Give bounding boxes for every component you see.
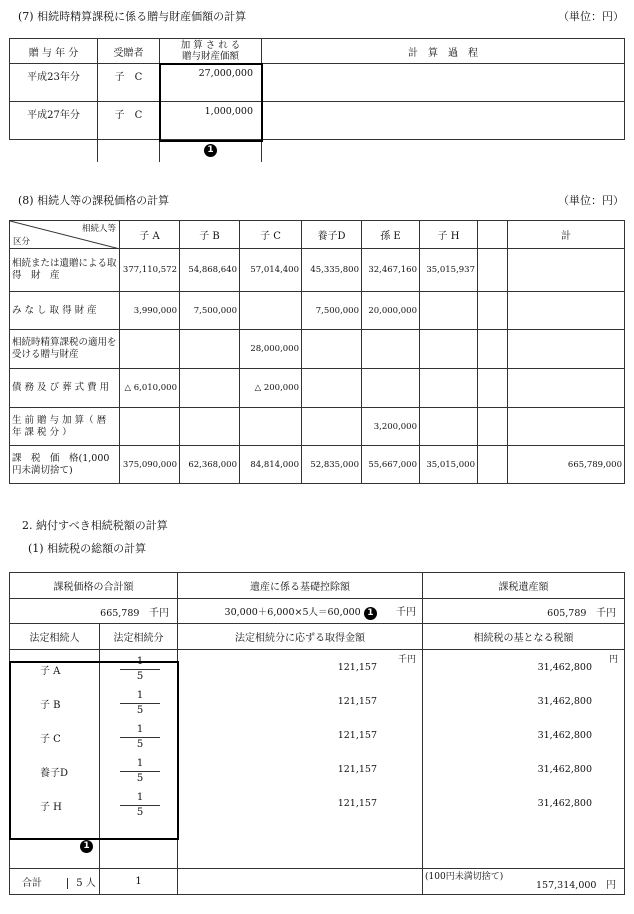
sec8-cell: [478, 408, 508, 446]
sec8-cell: [362, 330, 420, 369]
heir-share-fraction: $\frac{1}{5}$: [120, 655, 160, 684]
sec8-row: [10, 292, 625, 330]
sec8-cell: 35,015,937: [420, 249, 478, 292]
sec7-row1-value: 1,000,000: [160, 102, 262, 140]
sec8-cell: 7,500,000: [180, 292, 240, 330]
heir-amount: 121,157: [337, 798, 377, 809]
heir-share-fraction: $\frac{1}{5}$: [120, 791, 160, 820]
sec8-cell: △ 200,000: [240, 369, 302, 408]
sec8-row: [10, 408, 625, 446]
sec8-col-total: 計: [508, 221, 625, 249]
sec2-total-share: 1: [100, 869, 178, 895]
sec7-row1-recipient: 子 C: [98, 102, 160, 140]
sec8-col-c: 子 C: [240, 221, 302, 249]
sec7-head-year: 贈 与 年 分: [10, 39, 98, 64]
sec2-heirs-amounts: 千円 121,157 121,157 121,157 121,157 121,157: [178, 650, 423, 869]
sec8-cell: 57,014,400: [240, 249, 302, 292]
heir-name: 子 A: [40, 666, 61, 677]
sec8-cell: [362, 369, 420, 408]
sec8-cell: 54,868,640: [180, 249, 240, 292]
sec8-cell: 665,789,000: [508, 446, 625, 484]
heir-tax: 31,462,800: [537, 764, 592, 775]
sec8-col-blank: [478, 221, 508, 249]
sec2-subtitle: (1) 相続税の総額の計算: [28, 542, 147, 555]
sec8-cell: 32,467,160: [362, 249, 420, 292]
sec2-head-total: 課税価格の合計額: [10, 573, 178, 599]
sec8-cell: [478, 292, 508, 330]
sec8-cell: [508, 369, 625, 408]
heir-tax: 31,462,800: [537, 696, 592, 707]
sec8-corner: 相続人等 区分: [10, 221, 120, 249]
sec7-marker-cell: [160, 140, 262, 162]
sec8-cell: 62,368,000: [180, 446, 240, 484]
sec8-row-label: 課 税 価 格(1,000円未満切捨て): [10, 446, 120, 484]
sec8-cell: [478, 249, 508, 292]
sec8-col-a: 子 A: [120, 221, 180, 249]
sec8-row-label: み な し 取 得 財 産: [10, 292, 120, 330]
sec8-cell: 3,990,000: [120, 292, 180, 330]
heir-amount: 121,157: [337, 730, 377, 741]
sec7-head-value: 加 算 さ れ る 贈与財産価額: [160, 39, 262, 64]
sec8-cell: [120, 330, 180, 369]
sec2-heirs-taxes: 円 31,462,800 31,462,800 31,462,800 31,462,800 31,462,800: [423, 650, 625, 869]
sec8-cell: [302, 369, 362, 408]
sec8-row: [10, 330, 625, 369]
sec7-row1-process: [262, 102, 625, 140]
sec2-head-amount: 法定相続分に応ずる取得金額: [178, 624, 423, 650]
sec2-head-share: 法定相続分: [100, 624, 178, 650]
sec2-head-heir: 法定相続人: [10, 624, 100, 650]
sec7-row0-value: 27,000,000: [160, 64, 262, 102]
heir-name: 子 C: [40, 734, 61, 745]
sec8-cell: 3,200,000: [362, 408, 420, 446]
sec8-cell: [120, 408, 180, 446]
heir-name: 子 B: [40, 700, 61, 711]
heir-tax: 31,462,800: [537, 662, 592, 673]
sec2-heirs-shares: [100, 650, 178, 869]
sec8-cell: [240, 408, 302, 446]
sec8-cell: [180, 408, 240, 446]
sec8-cell: 35,015,000: [420, 446, 478, 484]
sec2-head-basis: 相続税の基となる税額: [423, 624, 625, 650]
heir-share-fraction: $\frac{1}{5}$: [120, 723, 160, 752]
sec8-col-b: 子 B: [180, 221, 240, 249]
heir-name: 子 H: [40, 802, 62, 813]
sec2-val-deduction: 30,000＋6,000×5人＝60,000 1 千円: [178, 599, 423, 624]
heir-name: 養子D: [40, 768, 69, 779]
marker-1-icon: 1: [364, 607, 377, 620]
sec2-val-total: 665,789 千円: [10, 599, 178, 624]
sec8-cell: [508, 249, 625, 292]
sec8-row: [10, 249, 625, 292]
heir-amount: 121,157: [337, 662, 377, 673]
sec2-total-tax: (100円未満切捨て) 157,314,000 円: [423, 869, 625, 895]
sec8-row-label: 債 務 及 び 葬 式 費 用: [10, 369, 120, 408]
sec8-cell: [478, 330, 508, 369]
sec8-cell: [508, 292, 625, 330]
sec8-cell: [180, 330, 240, 369]
sec8-cell: [420, 369, 478, 408]
sec2-title: 2. 納付すべき相続税額の計算: [22, 519, 168, 532]
sec8-row-label: 相続時精算課税の適用を受ける贈与財産: [10, 330, 120, 369]
sec7-row0-recipient: 子 C: [98, 64, 160, 102]
sec2-val-taxable: 605,789 千円: [423, 599, 625, 624]
sec7-unit: （単位：円）: [558, 10, 624, 23]
sec8-title: (8) 相続人等の課税価格の計算: [18, 194, 170, 207]
sec8-cell: 84,814,000: [240, 446, 302, 484]
sec8-table: [9, 220, 625, 484]
sec7-row0-year: 平成23年分: [10, 64, 98, 102]
sec8-cell: 28,000,000: [240, 330, 302, 369]
sec2-total-amount: [178, 869, 423, 895]
sec8-cell: [180, 369, 240, 408]
sec8-row-label: 相続または遺贈による取 得 財 産: [10, 249, 120, 292]
heir-tax: 31,462,800: [537, 798, 592, 809]
sec8-cell: [420, 408, 478, 446]
sec8-col-e: 孫 E: [362, 221, 420, 249]
sec7-title: (7) 相続時精算課税に係る贈与財産価額の計算: [18, 10, 247, 23]
sec8-cell: 45,335,800: [302, 249, 362, 292]
sec2-total-heir: 合計 5 人: [10, 869, 100, 895]
sec8-cell: [302, 330, 362, 369]
marker-1-icon: 1: [204, 144, 217, 157]
sec7-head-recipient: 受贈者: [98, 39, 160, 64]
sec7-row1-year: 平成27年分: [10, 102, 98, 140]
sec8-cell: 7,500,000: [302, 292, 362, 330]
sec7-head-process: 計 算 過 程: [262, 39, 625, 64]
sec8-row-label: 生 前 贈 与 加 算（ 暦 年 課 税 分 ）: [10, 408, 120, 446]
sec8-unit: （単位：円）: [558, 194, 624, 207]
sec8-cell: [478, 446, 508, 484]
sec2-heirs-names: [10, 650, 100, 869]
heir-amount: 121,157: [337, 764, 377, 775]
sec2-head-taxable: 課税遺産額: [423, 573, 625, 599]
sec2-table: [9, 572, 625, 895]
heir-tax: 31,462,800: [537, 730, 592, 741]
sec8-cell: 52,835,000: [302, 446, 362, 484]
sec8-cell: [420, 292, 478, 330]
sec8-cell: 55,667,000: [362, 446, 420, 484]
sec8-cell: [420, 330, 478, 369]
sec8-cell: 20,000,000: [362, 292, 420, 330]
sec8-cell: 377,110,572: [120, 249, 180, 292]
heir-share-fraction: $\frac{1}{5}$: [120, 689, 160, 718]
sec8-cell: △ 6,010,000: [120, 369, 180, 408]
sec8-cell: 375,090,000: [120, 446, 180, 484]
sec8-cell: [478, 369, 508, 408]
marker-1-icon: 1: [80, 840, 93, 853]
sec8-cell: [508, 330, 625, 369]
sec7-table: [9, 38, 625, 162]
sec8-cell: [240, 292, 302, 330]
heir-amount: 121,157: [337, 696, 377, 707]
sec8-col-d: 養子D: [302, 221, 362, 249]
heir-share-fraction: $\frac{1}{5}$: [120, 757, 160, 786]
sec8-col-h: 子 H: [420, 221, 478, 249]
sec8-cell: [508, 408, 625, 446]
sec8-cell: [302, 408, 362, 446]
sec8-row: [10, 446, 625, 484]
sec8-row: [10, 369, 625, 408]
sec2-head-deduction: 遺産に係る基礎控除額: [178, 573, 423, 599]
sec7-row0-process: [262, 64, 625, 102]
